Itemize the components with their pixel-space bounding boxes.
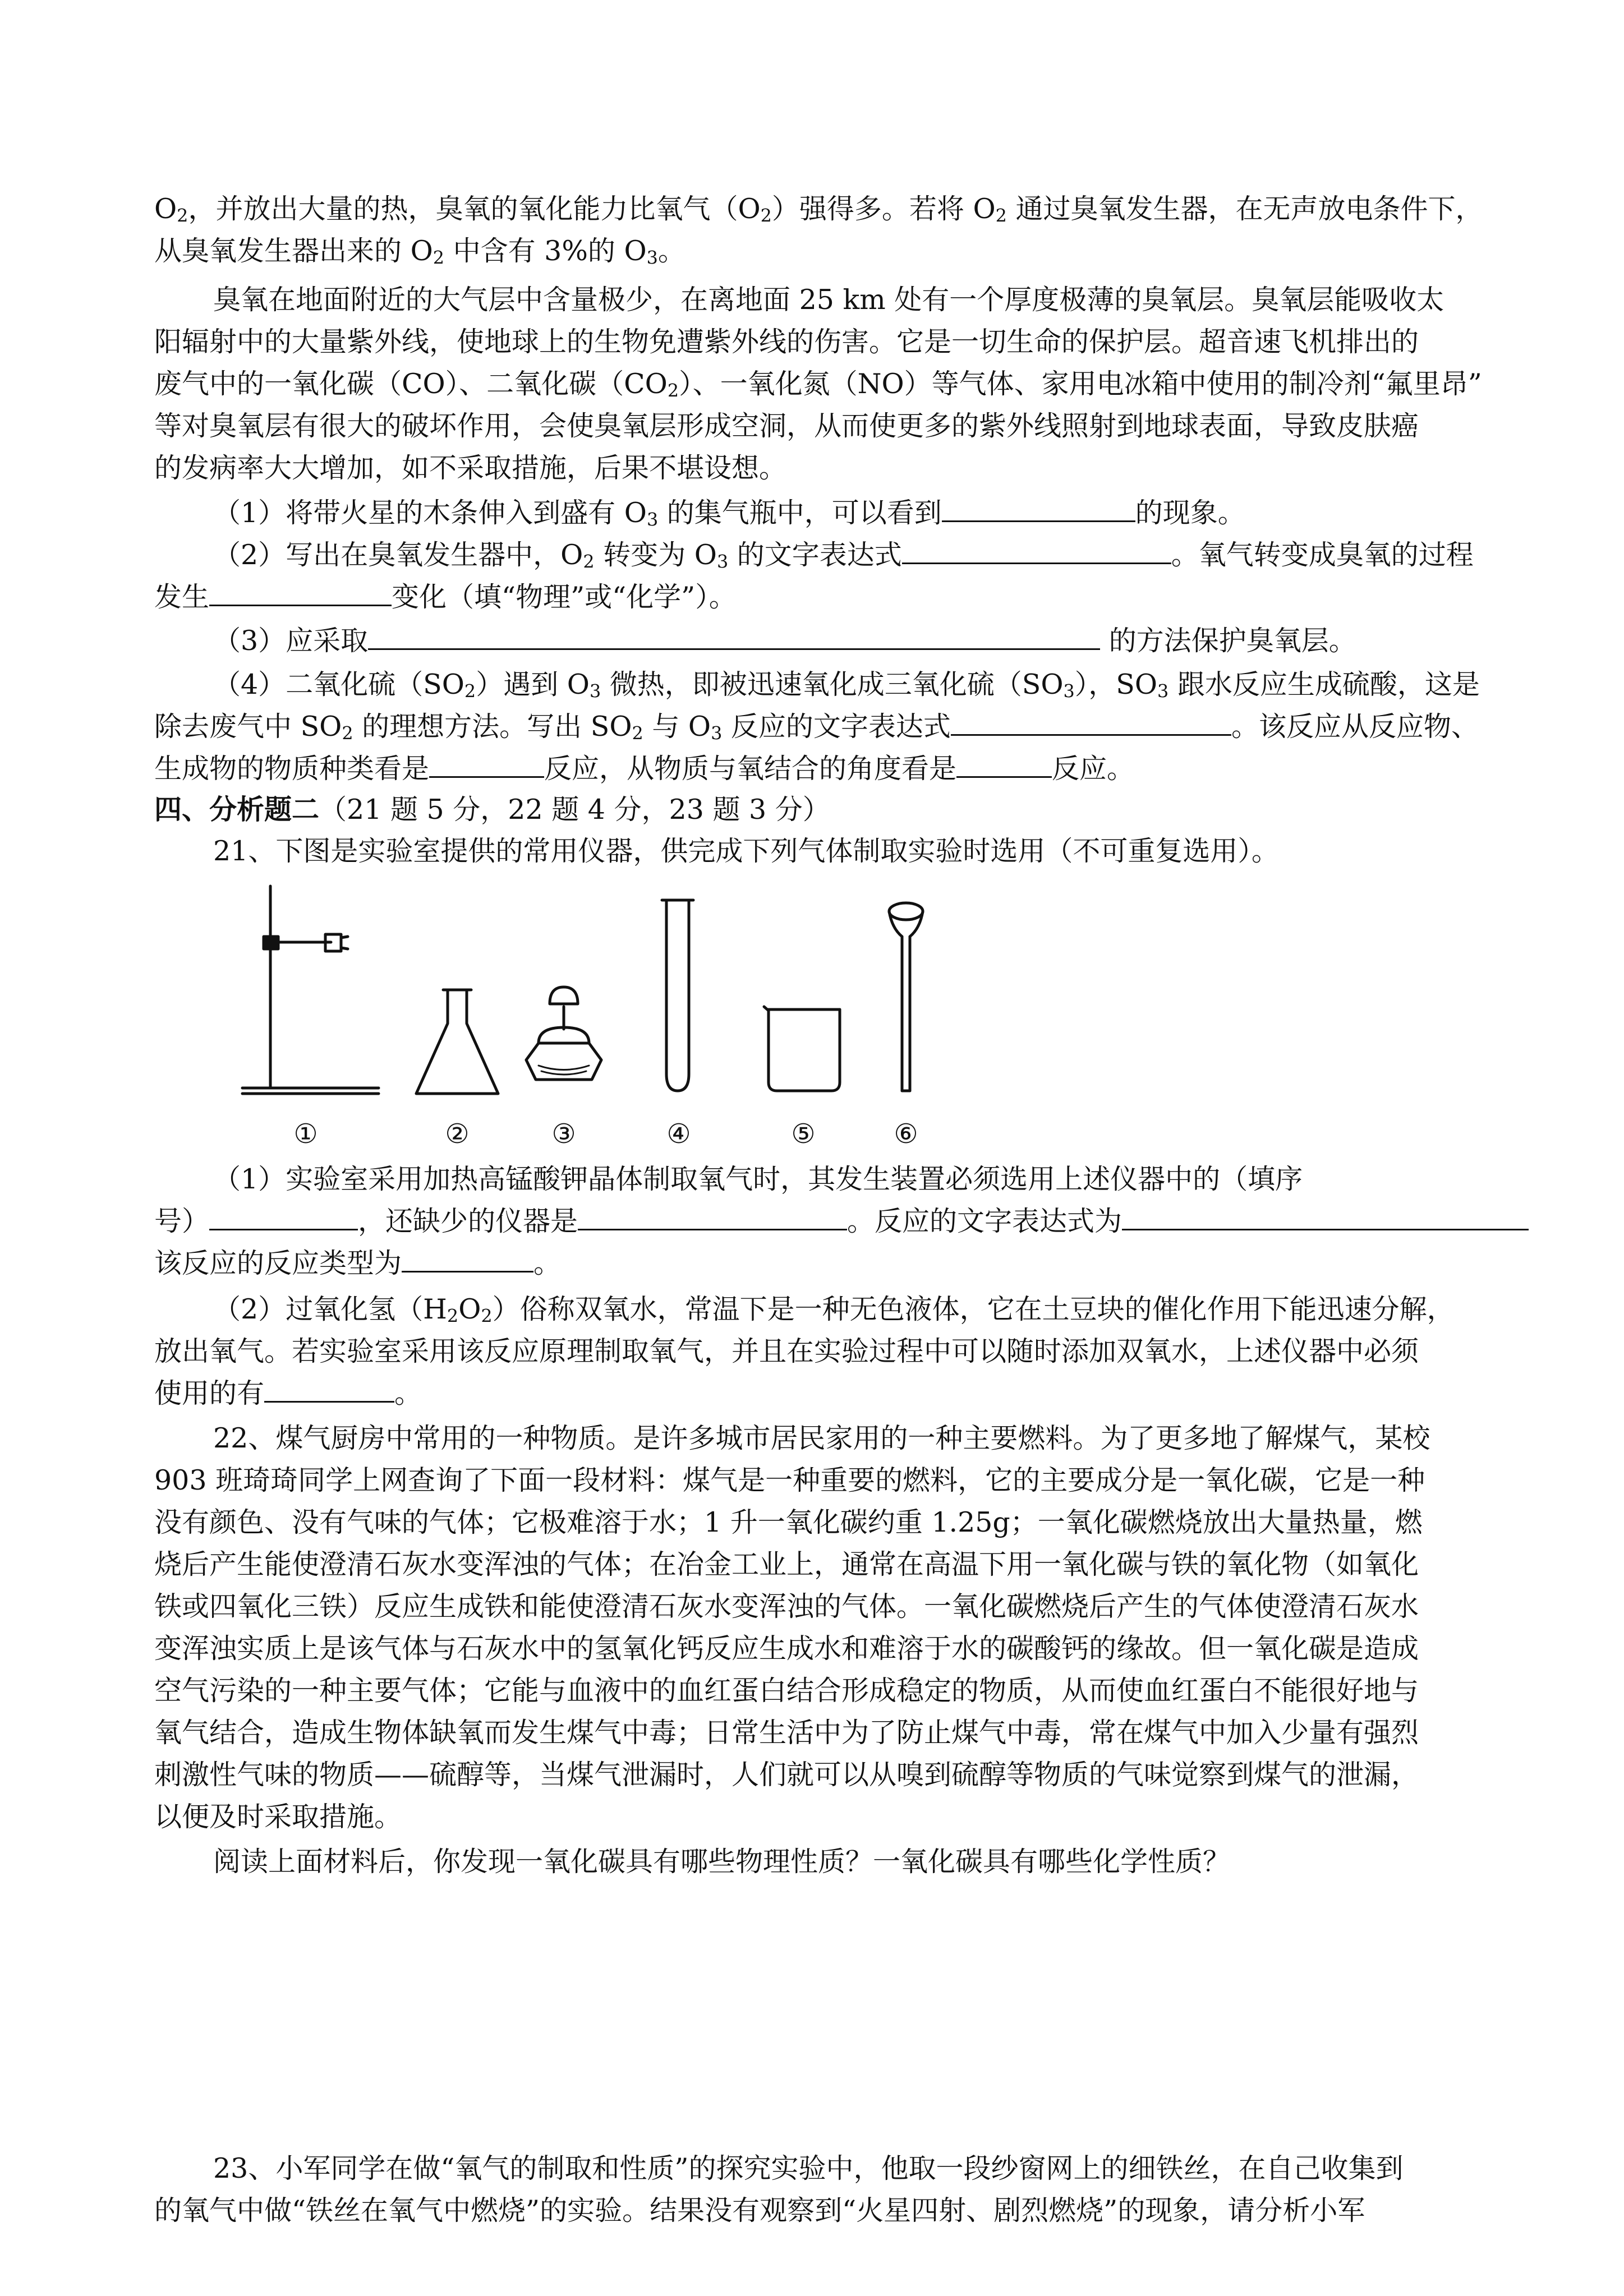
intro-line-2: 从臭氧发生器出来的 $O_2$ 中含有 3%的 $O_3$。 <box>154 235 686 269</box>
conical-flask-icon <box>416 990 498 1094</box>
q23-line: 的氧气中做“铁丝在氧气中燃烧”的实验。结果没有观察到“火星四射、剧烈燃烧”的现象，请分析小军 <box>154 2194 1365 2226</box>
ozone-paragraph-line: 的发病率大大增加，如不采取措施，后果不堪设想。 <box>154 452 787 484</box>
q22-line: 铁或四氧化三铁）反应生成铁和能使澄清石灰水变浑浊的气体。一氧化碳燃烧后产生的气体使澄清石灰水 <box>154 1590 1419 1622</box>
q21-part2: （2）过氧化氢$(H_2O_2)$俗称双氧水，常温下是一种无色液体，它在土豆块的催化作用下能迅速分解， <box>213 1293 1455 1327</box>
answer-blank[interactable] <box>264 1376 394 1403</box>
q20-part4: （4）二氧化硫$(SO_2)$遇到 $O_3$ 微热，即被迅速氧化成三氧化硫$(SO_3)$，$SO_3$ 跟水反应生成硫酸，这是 <box>213 668 1480 702</box>
test-tube-icon <box>662 900 693 1091</box>
q22-line: 变浑浊实质上是该气体与石灰水中的氢氧化钙反应生成水和难溶于水的碳酸钙的缘故。但一氧化碳是造成 <box>154 1633 1419 1665</box>
q20-part3: （3）应采取 的方法保护臭氧层。 <box>213 625 1356 657</box>
answer-blank[interactable] <box>902 538 1171 564</box>
answer-blank[interactable] <box>1122 1204 1529 1230</box>
q21-part2-cont2: 使用的有 。 <box>154 1377 422 1409</box>
answer-blank[interactable] <box>951 709 1231 736</box>
q21-part1: （1）实验室采用加热高锰酸钾晶体制取氧气时，其发生装置必须选用上述仪器中的（填序 <box>213 1163 1303 1195</box>
long-neck-funnel-icon <box>889 903 923 1091</box>
q21-stem: 21、下图是实验室提供的常用仪器，供完成下列气体制取实验时选用（不可重复选用）。 <box>213 835 1279 867</box>
beaker-icon <box>764 1007 840 1091</box>
q22-line: 22、煤气厨房中常用的一种物质。是许多城市居民家用的一种主要燃料。为了更多地了解煤气，某校 <box>213 1422 1430 1454</box>
apparatus-label: ① <box>293 1118 318 1150</box>
iron-stand-icon <box>242 886 379 1094</box>
apparatus-label: ② <box>445 1118 470 1150</box>
answer-blank[interactable] <box>209 1204 358 1230</box>
q20-part2-cont: 发生 变化（填“物理”或“化学”）。 <box>154 581 737 613</box>
q20-part1: （1）将带火星的木条伸入到盛有 $O_3$ 的集气瓶中，可以看到 的现象。 <box>213 497 1245 531</box>
ozone-paragraph-line: 等对臭氧层有很大的破坏作用，会使臭氧层形成空洞，从而使更多的紫外线照射到地球表面，导致皮肤癌 <box>154 410 1419 442</box>
q20-part2: （2）写出在臭氧发生器中，$O_2$ 转变为 $O_3$ 的文字表达式 。氧气转变成臭氧的过程 <box>213 539 1474 573</box>
answer-blank[interactable] <box>942 496 1135 522</box>
apparatus-label: ④ <box>666 1118 691 1150</box>
q22-line: 903 班琦琦同学上网查询了下面一段材料：煤气是一种重要的燃料，它的主要成分是一氧化碳，它是一种 <box>154 1464 1425 1496</box>
q22-line: 空气污染的一种主要气体；它能与血液中的血红蛋白结合形成稳定的物质，从而使血红蛋白不能很好地与 <box>154 1675 1419 1707</box>
q23-line: 23、小军同学在做“氧气的制取和性质”的探究实验中，他取一段纱窗网上的细铁丝，在自己收集到 <box>213 2152 1404 2184</box>
q22-line: 烧后产生能使澄清石灰水变浑浊的气体；在冶金工业上，通常在高温下用一氧化碳与铁的氧化物（如氧化 <box>154 1548 1419 1580</box>
intro-line-1: $O_2$，并放出大量的热，臭氧的氧化能力比氧气$(O_2)$强得多。若将 $O_2$ 通过臭氧发生器，在无声放电条件下， <box>154 193 1483 227</box>
ozone-paragraph-line: 臭氧在地面附近的大气层中含量极少，在离地面 25 km 处有一个厚度极薄的臭氧层。臭氧层能吸收太 <box>213 284 1444 316</box>
q22-line: 没有颜色、没有气味的气体；它极难溶于水；1 升一氧化碳约重 1.25g；一氧化碳燃烧放出大量热量，燃 <box>154 1506 1423 1538</box>
answer-blank[interactable] <box>429 751 544 778</box>
answer-blank[interactable] <box>956 751 1052 778</box>
q20-part4-cont2: 生成物的物质种类看是 反应，从物质与氧结合的角度看是 反应。 <box>154 753 1135 785</box>
apparatus-figure <box>236 880 1077 1183</box>
q21-part1-cont: 号） ，还缺少的仪器是 。反应的文字表达式为 <box>154 1202 1529 1241</box>
apparatus-label: ⑥ <box>894 1118 918 1150</box>
section-heading: 四、分析题二（21 题 5 分，22 题 4 分，23 题 3 分） <box>154 793 830 826</box>
answer-blank[interactable] <box>578 1204 847 1230</box>
q22-line: 氧气结合，造成生物体缺氧而发生煤气中毒；日常生活中为了防止煤气中毒，常在煤气中加入少量有强烈 <box>154 1717 1419 1749</box>
ozone-paragraph-line: 阳辐射中的大量紫外线，使地球上的生物免遭紫外线的伤害。它是一切生命的保护层。超音速飞机排出的 <box>154 326 1419 358</box>
apparatus-label: ③ <box>551 1118 576 1150</box>
q22-line: 以便及时采取措施。 <box>154 1801 402 1833</box>
apparatus-label: ⑤ <box>791 1118 816 1150</box>
alcohol-lamp-icon <box>526 987 601 1080</box>
answer-blank[interactable] <box>209 580 392 606</box>
ozone-paragraph-line: 废气中的一氧化碳（CO）、二氧化碳$(CO_2)$、一氧化氮（NO）等气体、家用电冰箱中使用的制冷剂“氟里昂” <box>154 368 1482 402</box>
q22-question: 阅读上面材料后，你发现一氧化碳具有哪些物理性质？一氧化碳具有哪些化学性质？ <box>213 1846 1231 1878</box>
answer-blank[interactable] <box>368 624 1100 650</box>
answer-blank[interactable] <box>402 1246 533 1273</box>
q21-part2-cont: 放出氧气。若实验室采用该反应原理制取氧气，并且在实验过程中可以随时添加双氧水，上述仪器中必须 <box>154 1335 1419 1367</box>
q20-part4-cont: 除去废气中 $SO_2$ 的理想方法。写出 $SO_2$ 与 $O_3$ 反应的文字表达式 。该反应从反应物、 <box>154 711 1479 744</box>
q22-line: 刺激性气味的物质——硫醇等，当煤气泄漏时，人们就可以从嗅到硫醇等物质的气味觉察到煤气的泄漏， <box>154 1759 1419 1791</box>
q21-part1-cont2: 该反应的反应类型为 。 <box>154 1247 562 1279</box>
